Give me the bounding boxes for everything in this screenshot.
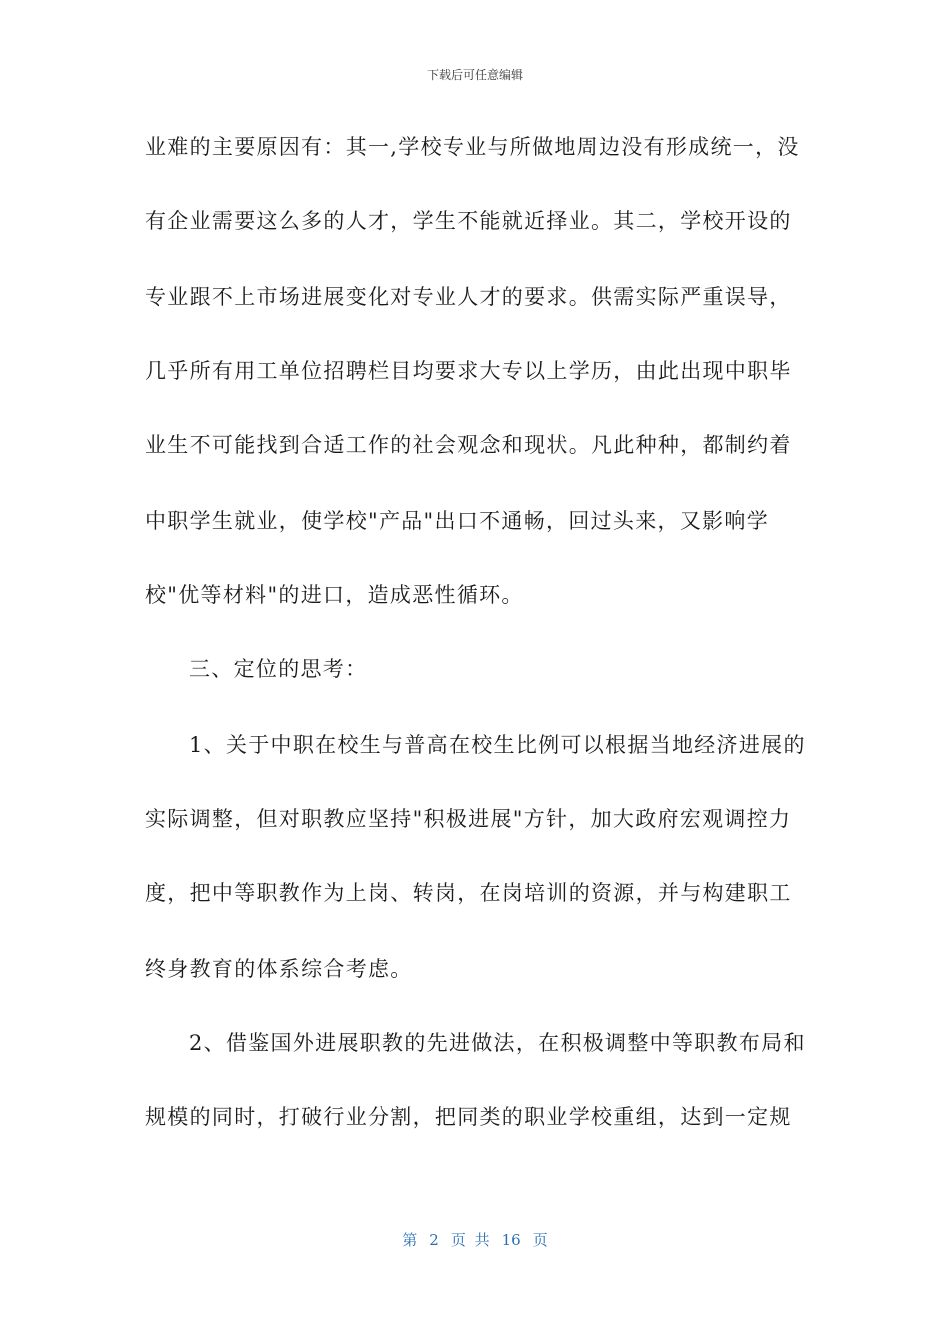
text-line: 实际调整，但对职教应坚持"积极进展"方针，加大政府宏观调控力 (145, 807, 792, 831)
text-line: 几乎所有用工单位招聘栏目均要求大专以上学历，由此出现中职毕 (145, 359, 792, 383)
text-line: 有企业需要这么多的人才，学生不能就近择业。其二，学校开设的 (145, 209, 792, 233)
footer-page-number: 2 (429, 1231, 439, 1249)
text-line: 1、关于中职在校生与普高在校生比例可以根据当地经济进展的 (189, 733, 806, 757)
footer-middle: 页 共 (450, 1231, 490, 1249)
text-line: 专业跟不上市场进展变化对专业人才的要求。供需实际严重误导， (145, 285, 792, 309)
text-line: 业生不可能找到合适工作的社会观念和现状。凡此种种，都制约着 (145, 433, 792, 457)
footer-suffix: 页 (532, 1231, 548, 1249)
footer-prefix: 第 (402, 1231, 418, 1249)
text-line: 终身教育的体系综合考虑。 (145, 957, 413, 981)
text-line: 度，把中等职教作为上岗、转岗，在岗培训的资源，并与构建职工 (145, 881, 792, 905)
text-line: 2、借鉴国外进展职教的先进做法，在积极调整中等职教布局和 (189, 1031, 806, 1055)
text-line: 中职学生就业，使学校"产品"出口不通畅，回过头来，又影响学 (145, 509, 770, 533)
text-line: 业难的主要原因有：其一,学校专业与所做地周边没有形成统一，没 (145, 135, 800, 159)
footer-total-pages: 16 (501, 1231, 521, 1249)
page-header: 下载后可任意编辑 (426, 68, 523, 82)
text-line: 校"优等材料"的进口，造成恶性循环。 (145, 583, 524, 607)
text-line: 规模的同时，打破行业分割，把同类的职业学校重组，达到一定规 (145, 1105, 792, 1129)
section-heading: 三、定位的思考： (189, 657, 368, 681)
page-footer (0, 1229, 950, 1250)
